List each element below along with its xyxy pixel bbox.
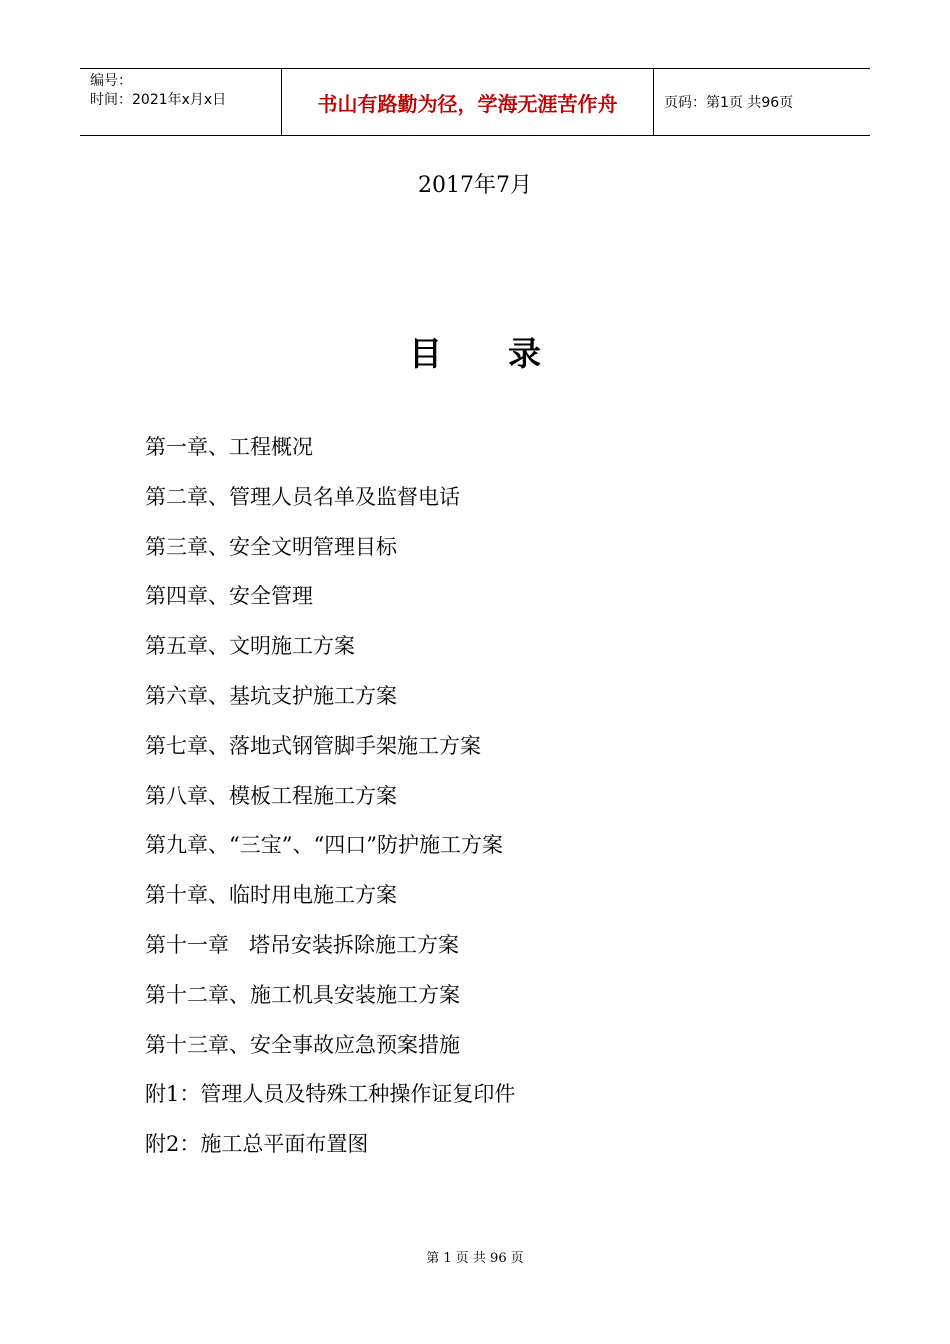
toc-item: 附1：管理人员及特殊工种操作证复印件 bbox=[145, 1082, 516, 1107]
page-footer: 第 1 页 共 96 页 bbox=[426, 1251, 524, 1266]
header-page-info: 页码：第1页 共96页 bbox=[664, 95, 794, 111]
toc-item: 第一章、工程概况 bbox=[145, 435, 313, 459]
toc-item: 第六章、基坑支护施工方案 bbox=[145, 683, 397, 708]
toc-item: 附2：施工总平面布置图 bbox=[145, 1132, 369, 1157]
toc-item: 第四章、安全管理 bbox=[145, 584, 313, 609]
toc-item: 第十三章、安全事故应急预案措施 bbox=[145, 1032, 460, 1057]
toc-item: 第三章、安全文明管理目标 bbox=[145, 534, 397, 559]
toc-list bbox=[145, 430, 515, 1177]
header-meta-cell bbox=[80, 69, 282, 135]
header-page-cell bbox=[654, 69, 870, 135]
document-header bbox=[80, 68, 870, 136]
toc-item: 第九章、“三宝”、“四口”防护施工方案 bbox=[145, 833, 503, 858]
document-date: 2017年7月 bbox=[418, 173, 532, 198]
document-time-label: 时间：2021年x月x日 bbox=[90, 92, 227, 108]
toc-item: 第二章、管理人员名单及监督电话 bbox=[145, 484, 460, 509]
header-motto: 书山有路勤为径，学海无涯苦作舟 bbox=[317, 91, 618, 116]
toc-item: 第七章、落地式钢管脚手架施工方案 bbox=[145, 733, 481, 758]
toc-item: 第五章、文明施工方案 bbox=[145, 634, 355, 659]
header-motto-cell bbox=[282, 69, 654, 135]
toc-item: 第十章、临时用电施工方案 bbox=[145, 883, 397, 908]
document-number-label: 编号： bbox=[90, 73, 132, 89]
toc-item: 第十二章、施工机具安装施工方案 bbox=[145, 982, 460, 1007]
toc-item: 第八章、模板工程施工方案 bbox=[145, 783, 397, 808]
toc-title: 目录 bbox=[409, 334, 607, 373]
toc-item: 第十一章 塔吊安装拆除施工方案 bbox=[145, 932, 460, 957]
